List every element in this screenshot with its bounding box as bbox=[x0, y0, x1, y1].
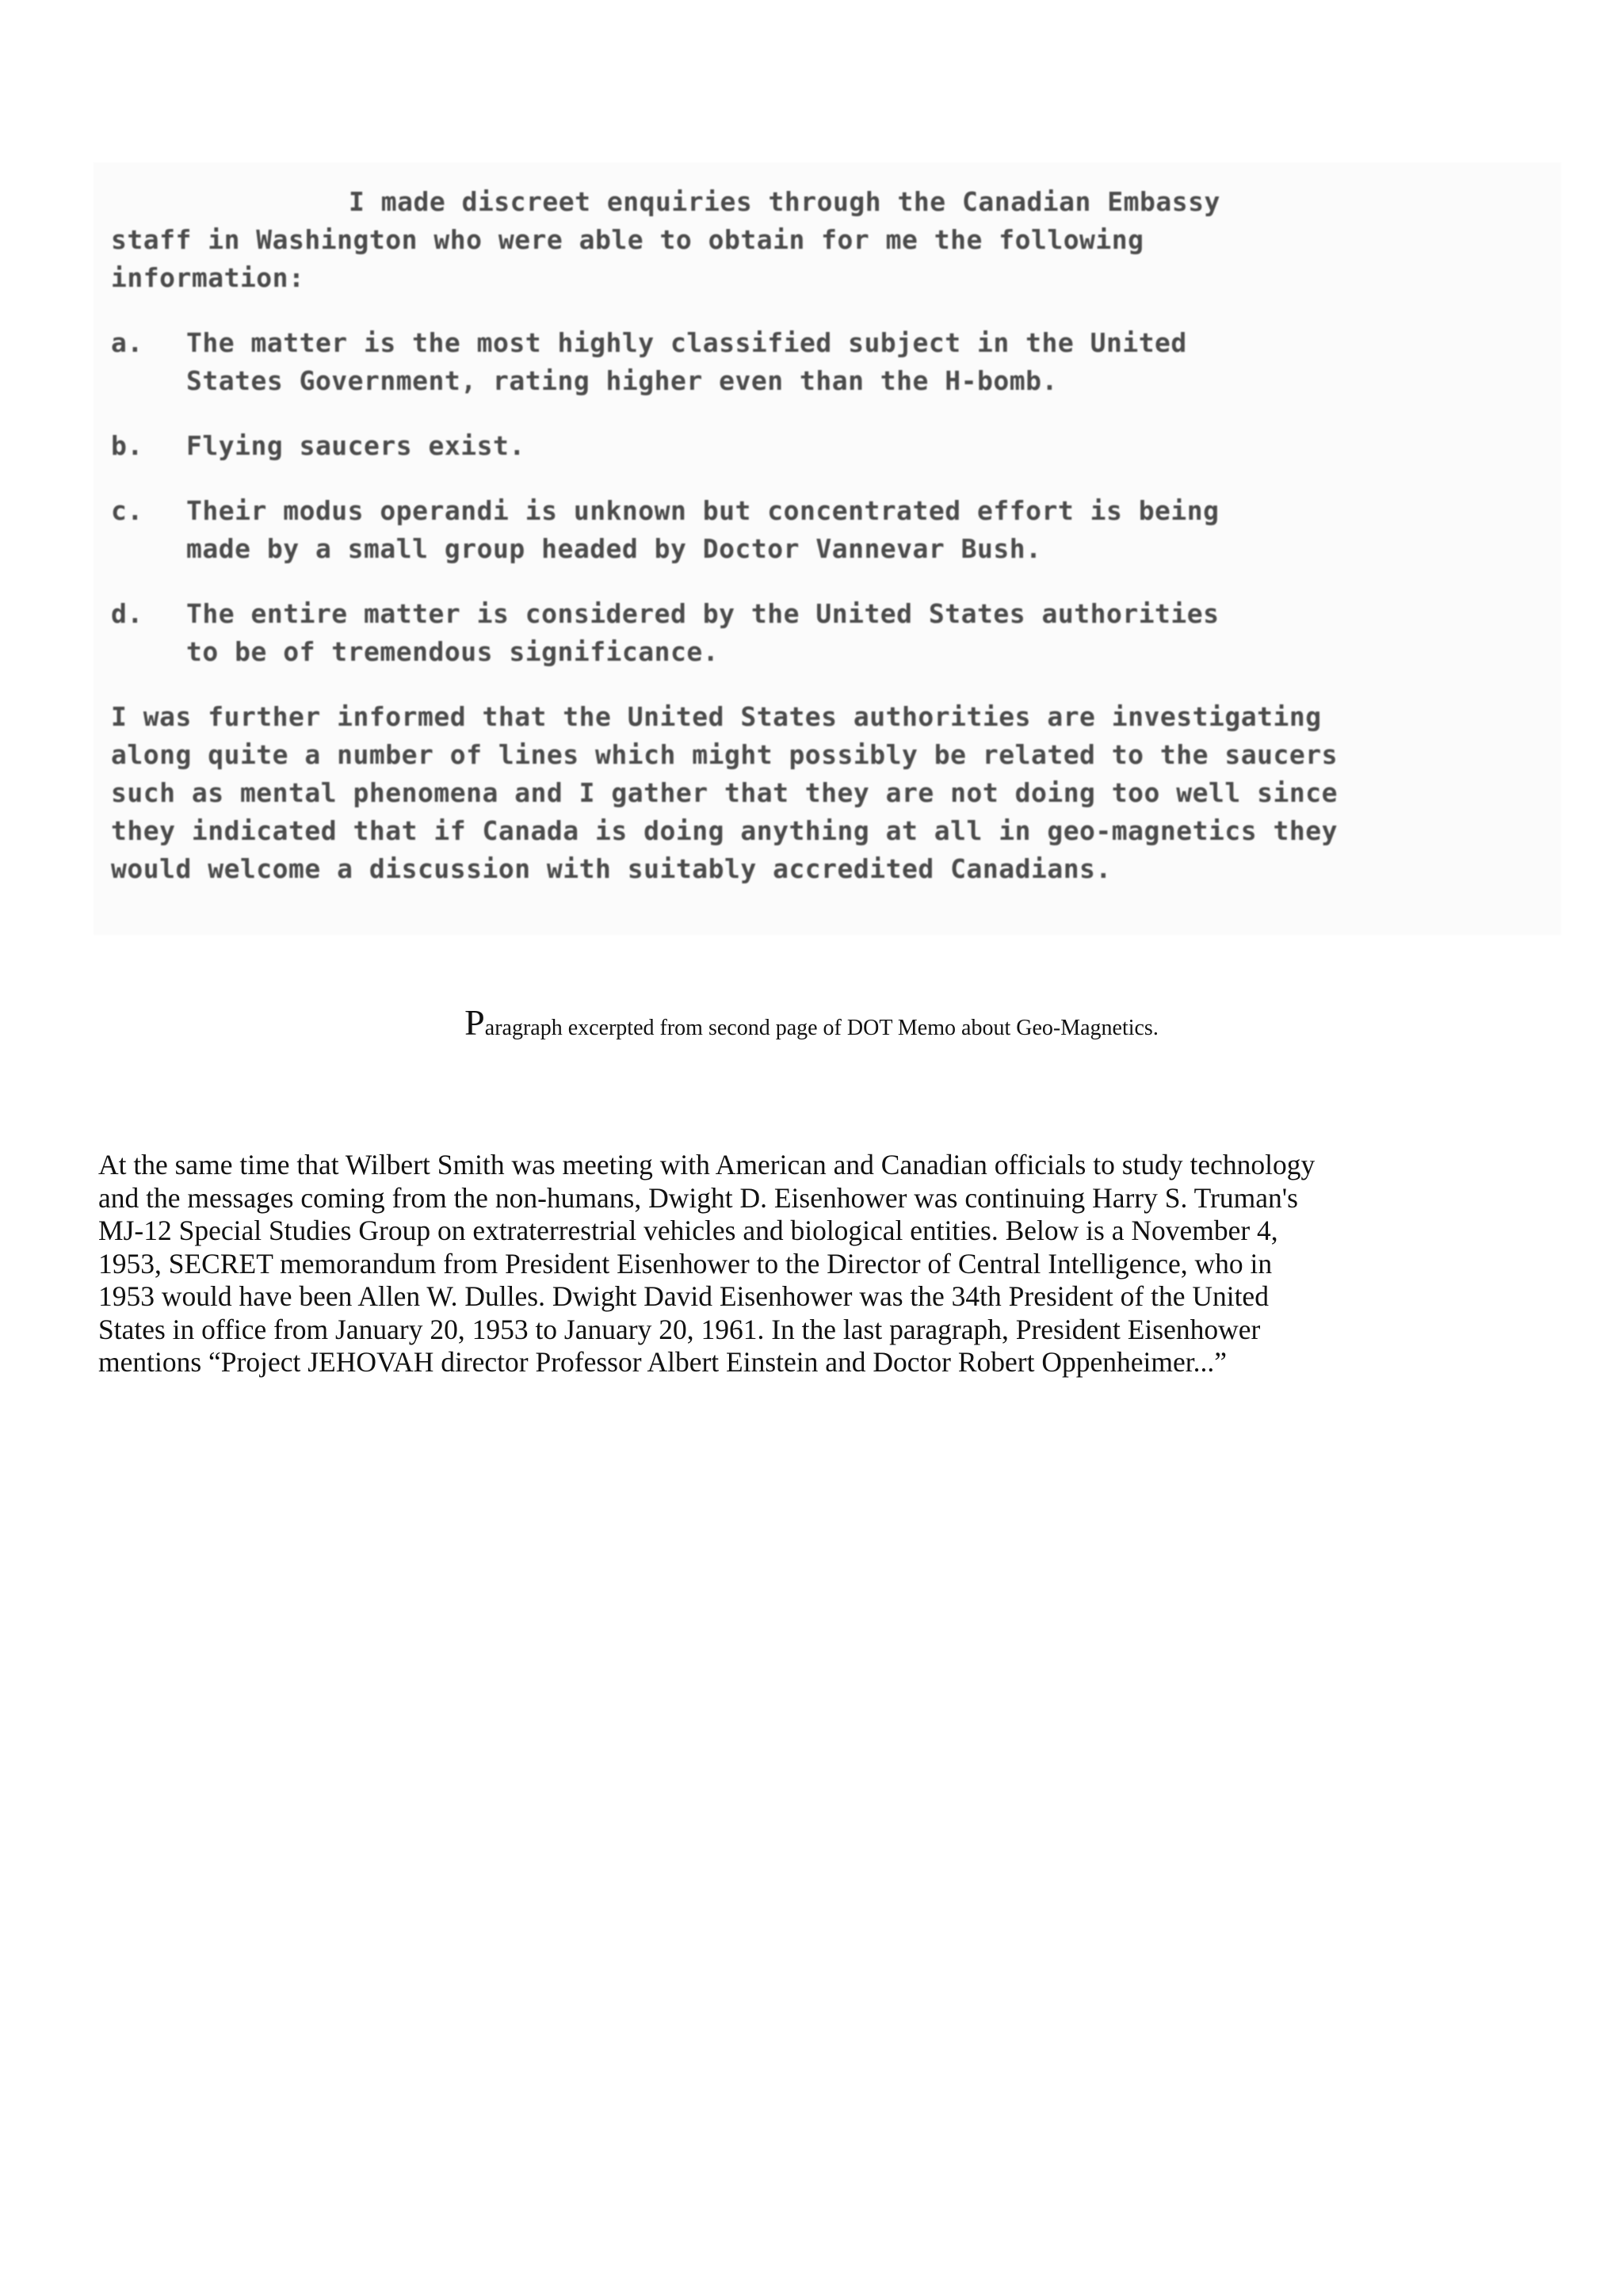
memo-line: would welcome a discussion with suitably accredited Canadians. bbox=[111, 853, 1112, 884]
list-item-text bbox=[186, 595, 1545, 671]
list-marker: b. bbox=[111, 430, 143, 461]
list-marker: a. bbox=[111, 327, 143, 358]
memo-list-item bbox=[111, 324, 1545, 400]
list-marker: d. bbox=[111, 598, 143, 629]
memo-list-item bbox=[111, 427, 1545, 465]
memo-list-item bbox=[111, 492, 1545, 568]
body-line: 1953 would have been Allen W. Dulles. Dwight David Eisenhower was the 34th President of the United bbox=[98, 1280, 1269, 1312]
memo-line: staff in Washington who were able to obtain for me the following bbox=[111, 224, 1144, 255]
memo-line: they indicated that if Canada is doing anything at all in geo-magnetics they bbox=[111, 815, 1338, 846]
list-item-text bbox=[186, 492, 1545, 568]
body-line: mentions “Project JEHOVAH director Professor Albert Einstein and Doctor Robert Oppenheimer...” bbox=[98, 1346, 1227, 1378]
memo-line: to be of tremendous significance. bbox=[186, 636, 720, 667]
body-line: States in office from January 20, 1953 to January 20, 1961. In the last paragraph, President Eisenhower bbox=[98, 1313, 1261, 1345]
memo-line: Their modus operandi is unknown but concentrated effort is being bbox=[186, 495, 1220, 526]
body-line: and the messages coming from the non-humans, Dwight D. Eisenhower was continuing Harry S. Truman's bbox=[98, 1181, 1298, 1214]
memo-line: made by a small group headed by Doctor Vannevar Bush. bbox=[186, 533, 1042, 564]
memo-closing-paragraph bbox=[111, 698, 1545, 888]
list-item-text bbox=[186, 427, 1545, 465]
body-paragraph bbox=[98, 1149, 1549, 1379]
memo-line: I was further informed that the United States authorities are investigating bbox=[111, 701, 1322, 732]
image-caption bbox=[0, 1001, 1623, 1043]
list-marker: c. bbox=[111, 495, 143, 526]
memo-line: The entire matter is considered by the United States authorities bbox=[186, 598, 1220, 629]
memo-line: The matter is the most highly classified subject in the United bbox=[186, 327, 1187, 358]
memo-list-item bbox=[111, 595, 1545, 671]
memo-line: I made discreet enquiries through the Canadian Embassy bbox=[349, 186, 1220, 217]
memo-line: along quite a number of lines which might possibly be related to the saucers bbox=[111, 739, 1338, 770]
list-item-text bbox=[186, 324, 1545, 400]
memo-line: Flying saucers exist. bbox=[186, 430, 525, 461]
body-line: MJ-12 Special Studies Group on extraterrestrial vehicles and biological entities. Below is a November 4, bbox=[98, 1215, 1278, 1246]
body-line: 1953, SECRET memorandum from President Eisenhower to the Director of Central Intelligence, who in bbox=[98, 1247, 1273, 1280]
caption-dropcap: P bbox=[464, 1002, 485, 1043]
memo-line: such as mental phenomena and I gather that they are not doing too well since bbox=[111, 777, 1338, 808]
memo-line: information: bbox=[111, 262, 305, 293]
scanned-memo-excerpt bbox=[94, 162, 1561, 935]
caption-text: aragraph excerpted from second page of DOT Memo about Geo-Magnetics. bbox=[484, 1016, 1159, 1040]
memo-line: States Government, rating higher even than the H-bomb. bbox=[186, 365, 1058, 396]
body-line: At the same time that Wilbert Smith was meeting with American and Canadian officials to study technology bbox=[98, 1149, 1316, 1180]
